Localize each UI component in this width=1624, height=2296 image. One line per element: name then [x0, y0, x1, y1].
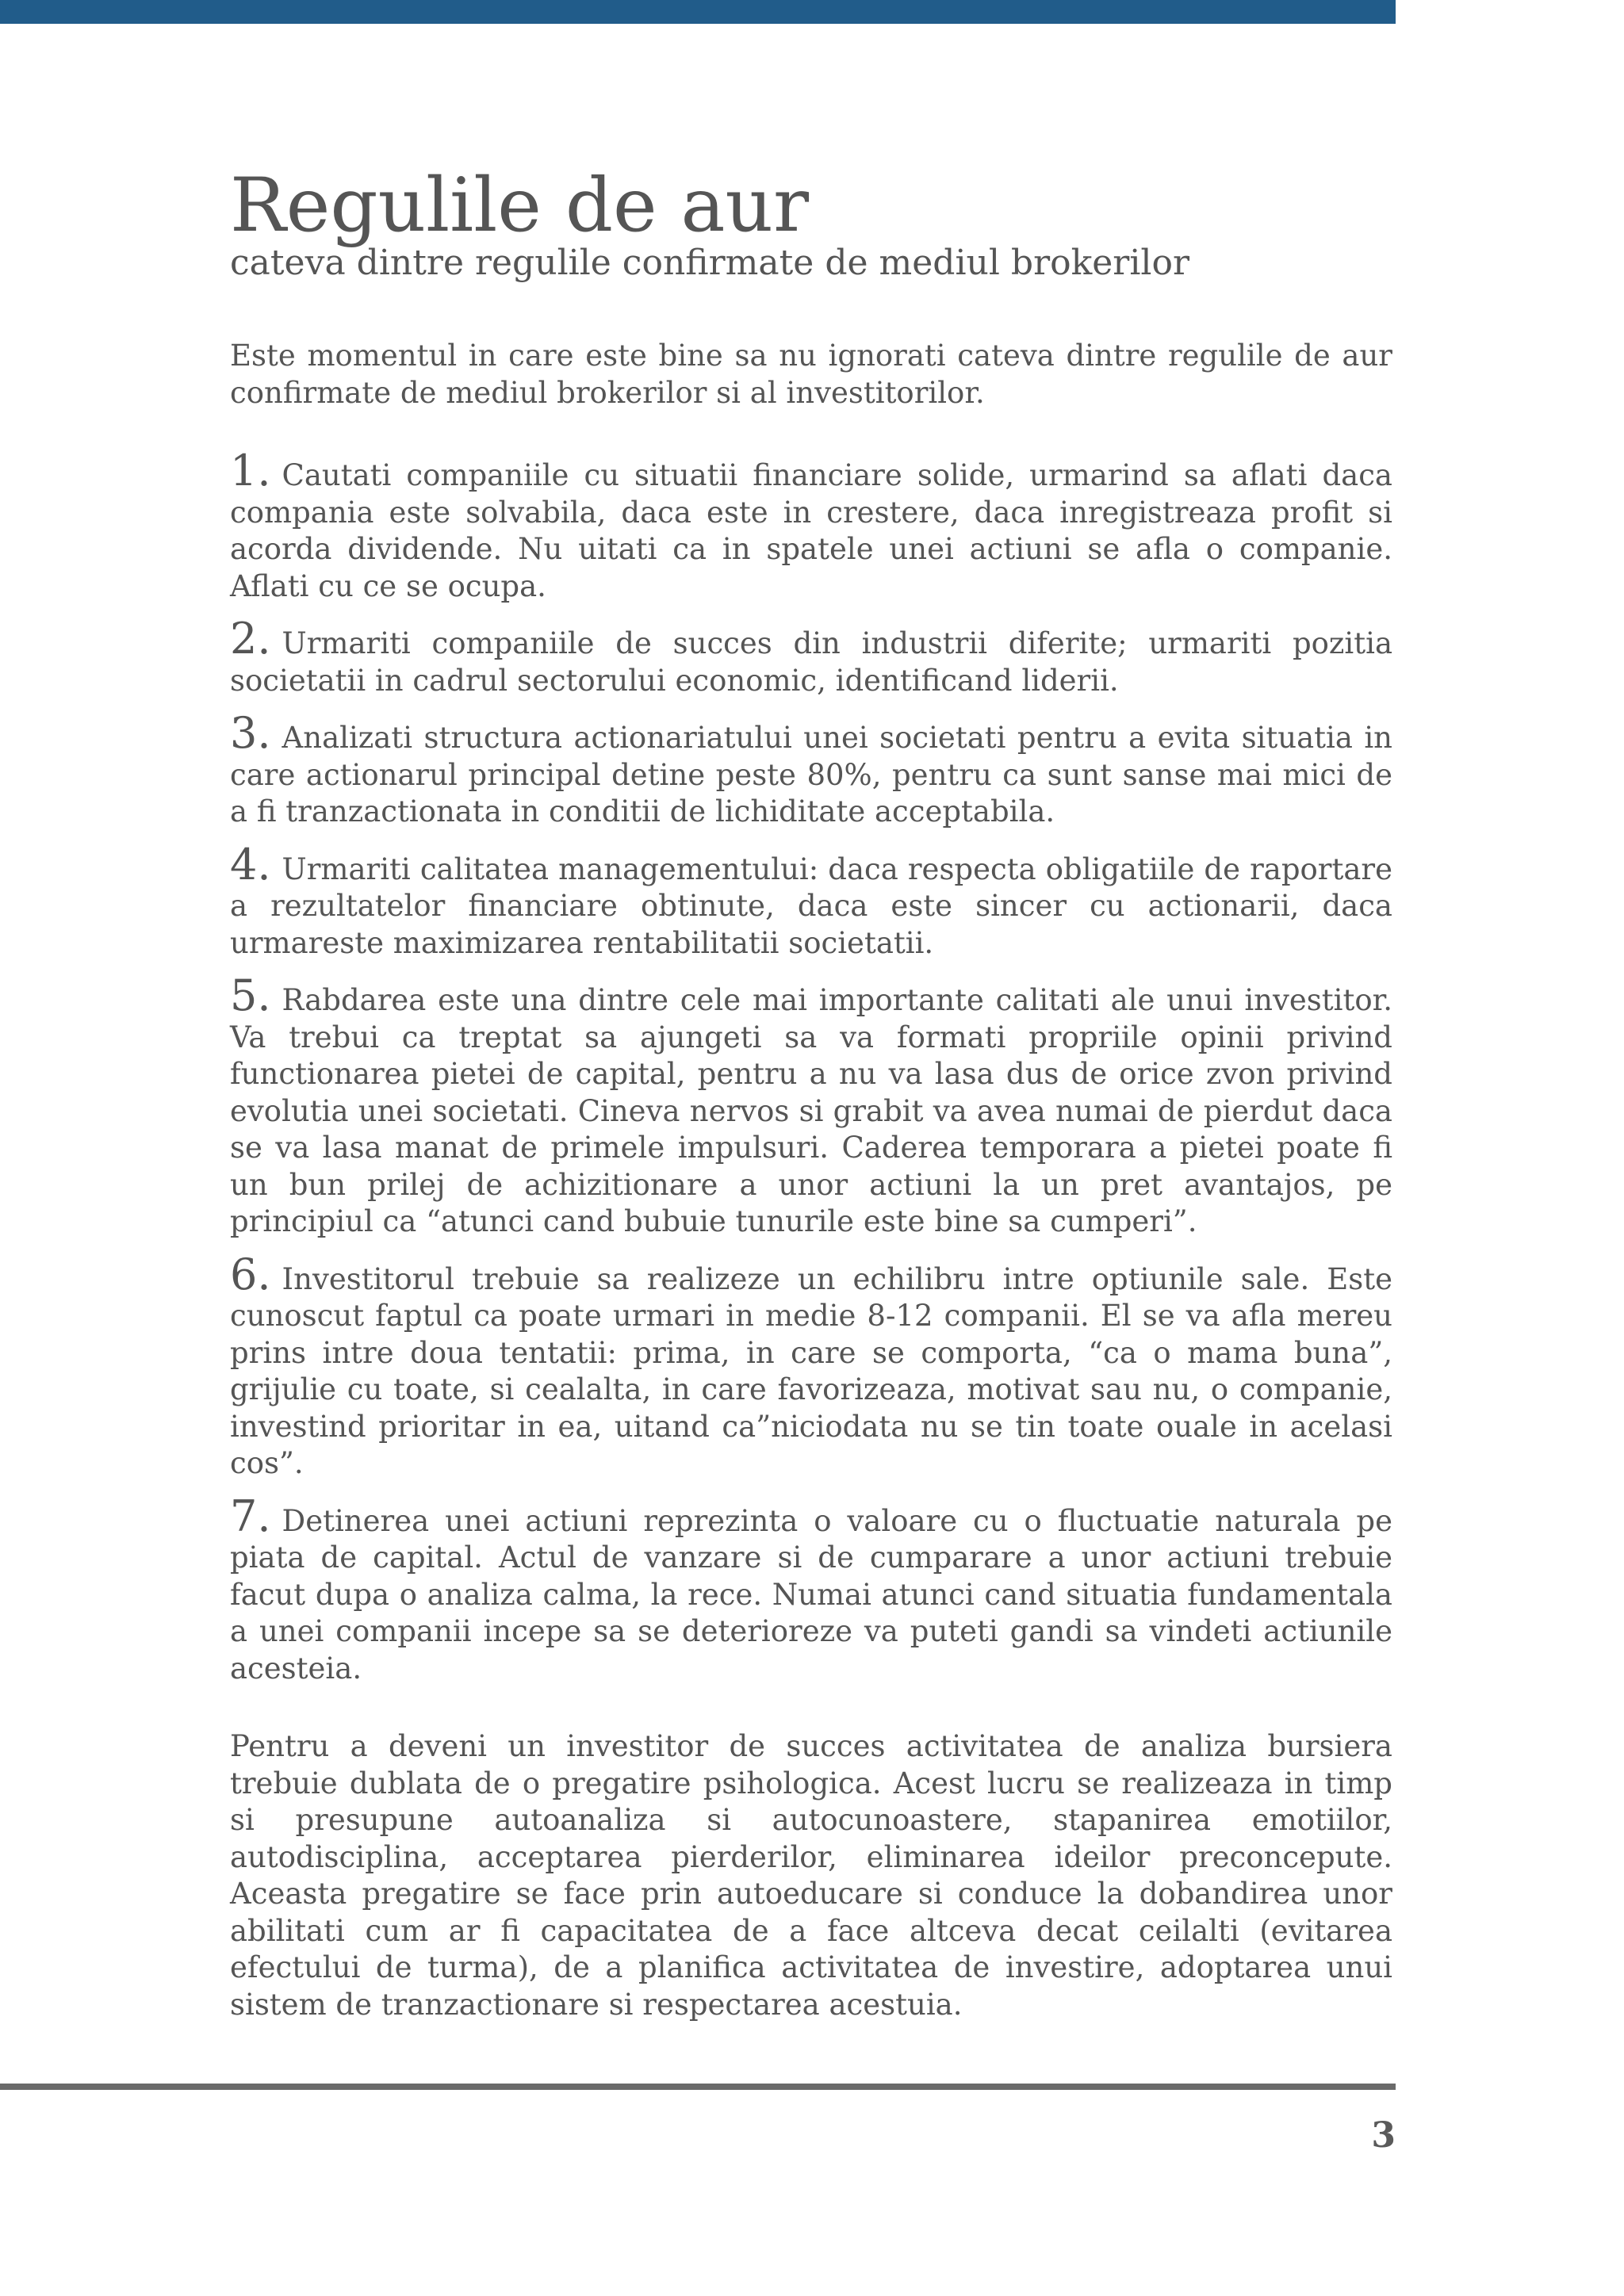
rule-text: Analizati structura actionariatului unei societati pentru a evita situatia in care actionarul principal detine peste 80%, pentru ca sunt sanse mai mici de a fi tranzactionata in conditii de lichiditate acceptabila. [230, 721, 1392, 828]
rule-item [230, 1249, 1392, 1483]
rule-number: 7. [230, 1490, 271, 1541]
rule-number: 3. [230, 708, 271, 758]
rule-item [230, 839, 1392, 962]
page-subtitle: cateva dintre regulile confirmate de mediul brokerilor [230, 243, 1189, 283]
rule-item [230, 708, 1392, 831]
rule-item [230, 970, 1392, 1241]
rule-number: 5. [230, 970, 271, 1020]
rule-text: Investitorul trebuie sa realizeze un echilibru intre optiunile sale. Este cunoscut faptul ca poate urmari in medie 8-12 companii. El se va afla mereu prins intre doua tentatii: prima, in care se comporta, “ca o mama buna”, grijulie cu toate, si cealalta, in care favorizeaza, motivat sau nu, o companie, investind prioritar in ea, uitand ca”niciodata nu se tin toate ouale in acelasi cos”. [230, 1261, 1392, 1480]
page-title: Regulile de aur [230, 163, 810, 249]
rule-text: Urmariti calitatea managementului: daca respecta obligatiile de raportare a rezultatelor financiare obtinute, daca este sincer cu actionarii, daca urmareste maximizarea rentabilitatii societatii. [230, 851, 1392, 960]
rule-item [230, 614, 1392, 699]
intro-paragraph: Este momentul in care este bine sa nu ignorati cateva dintre regulile de aur confirmate de mediul brokerilor si al investitorilor. [230, 339, 1392, 410]
rule-text: Cautati companiile cu situatii financiare solide, urmarind sa aflati daca compania este solvabila, daca este in crestere, daca inregistreaza profit si acorda dividende. Nu uitati ca in spatele unei actiuni se afla o companie. Aflati cu ce se ocupa. [230, 458, 1392, 603]
rule-text: Urmariti companiile de succes din industrii diferite; urmariti pozitia societatii in cadrul sectorului economic, identificand liderii. [230, 626, 1392, 698]
rule-number: 6. [230, 1249, 271, 1299]
rule-item [230, 1490, 1392, 1688]
page-number: 3 [1371, 2115, 1396, 2156]
rule-text: Rabdarea este una dintre cele mai importante calitati ale unui investitor. Va trebui ca treptat sa ajungeti sa va formati propriile opinii privind functionarea pietei de capital, pentru a nu va lasa dus de orice zvon privind evolutia unei societati. Cineva nervos si grabit va avea numai de pierdut daca se va lasa manat de primele impulsuri. Caderea temporara a pietei poate fi un bun prilej de achizitionare a unor actiuni la un pret avantajos, pe principiul ca “atunci cand bubuie tunurile este bine sa cumperi”. [230, 983, 1392, 1238]
rule-number: 1. [230, 446, 271, 496]
rule-item [230, 446, 1392, 605]
rule-number: 2. [230, 614, 271, 664]
closing-paragraph: Pentru a deveni un investitor de succes activitatea de analiza bursiera trebuie dublata de o pregatire psihologica. Acest lucru se realizeaza in timp si presupune autoanaliza si autocunoastere, stapanirea emotiilor, autodisciplina, acceptarea pierderilor, eliminarea ideilor preconcepute. Aceasta pregatire se face prin autoeducare si conduce la dobandirea unor abilitati cum ar fi capacitatea de a face altceva decat ceilalti (evitarea efectului de turma), de a planifica activitatea de investire, adoptarea unui sistem de tranzactionare si respectarea acestuia. [230, 1729, 1392, 2022]
page-content [230, 165, 1392, 2023]
rules-list [230, 446, 1392, 1687]
rule-number: 4. [230, 839, 271, 890]
footer-divider [0, 2084, 1396, 2090]
top-accent-bar [0, 0, 1396, 24]
rule-text: Detinerea unei actiuni reprezinta o valoare cu o fluctuatie naturala pe piata de capital. Actul de vanzare si de cumparare a unor actiuni trebuie facut dupa o analiza calma, la rece. Numai atunci cand situatia fundamentala a unei companii incepe sa se deterioreze va puteti gandi sa vindeti actiunile acesteia. [230, 1503, 1392, 1686]
